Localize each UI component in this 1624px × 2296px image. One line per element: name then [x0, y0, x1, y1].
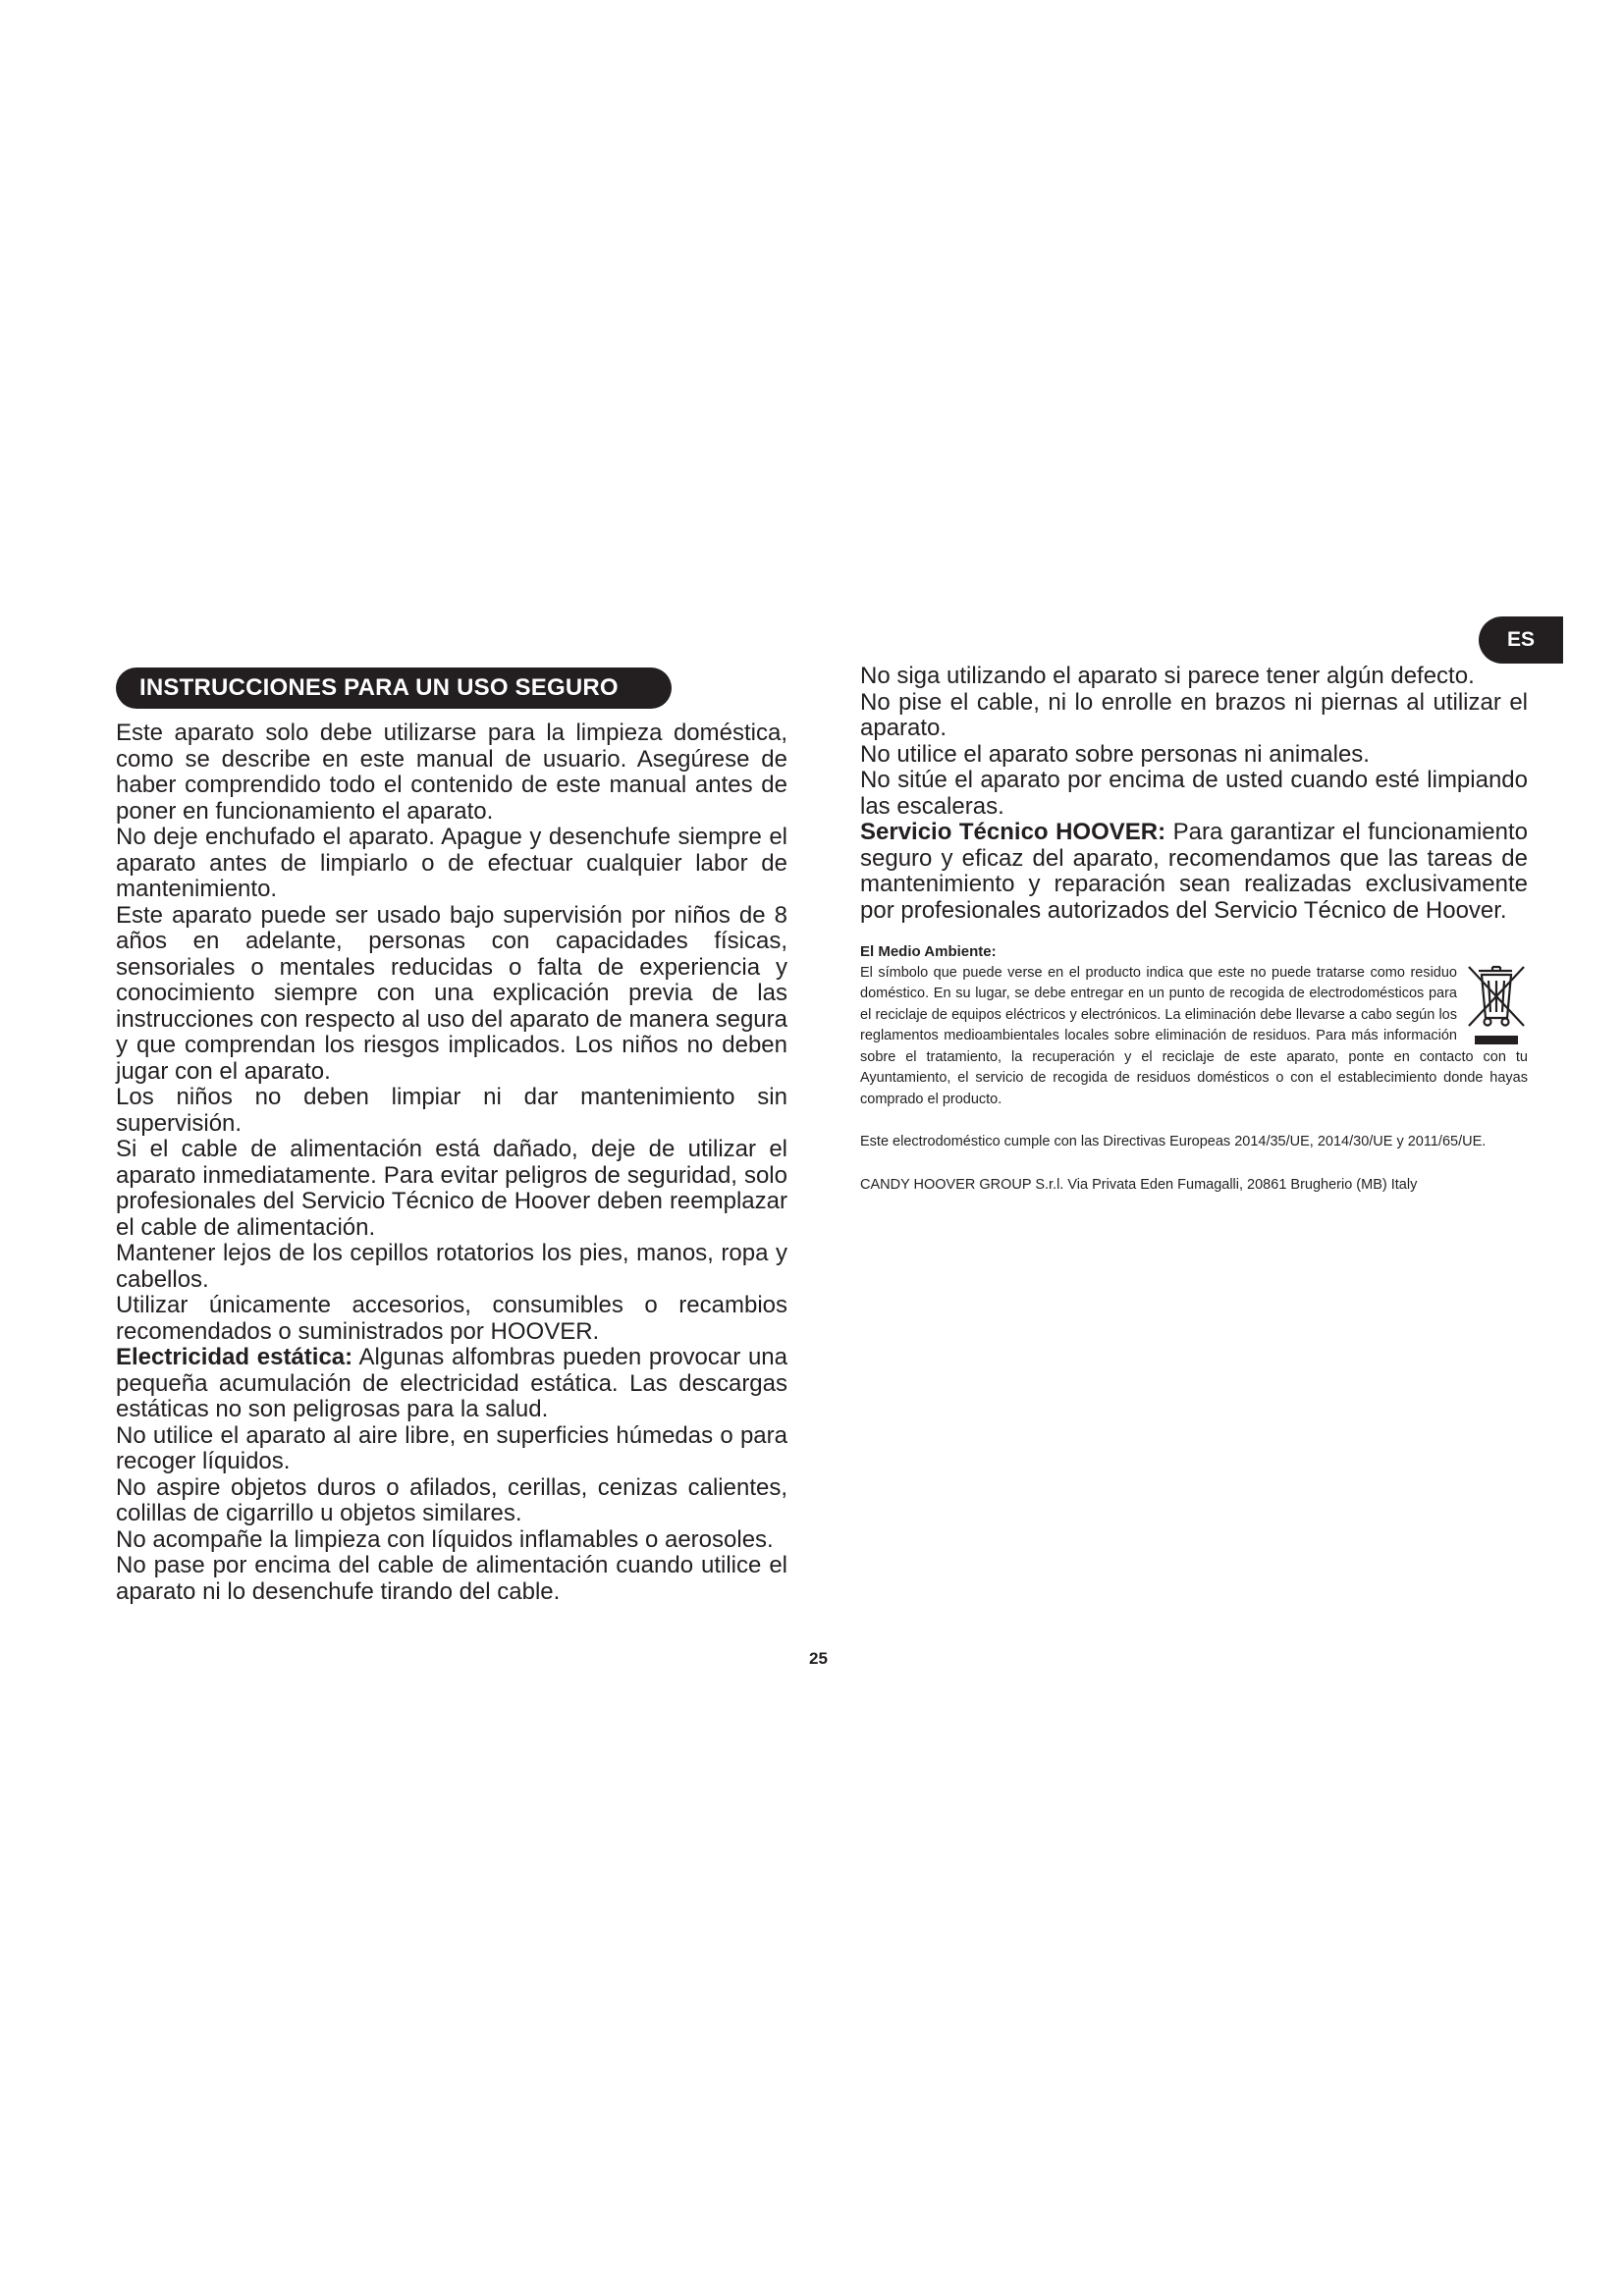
- static-electricity-label: Electricidad estática:: [116, 1344, 353, 1370]
- paragraph-people-animals: No utilice el aparato sobre personas ni animales.: [860, 740, 1370, 768]
- weee-crossed-bin-icon: [1465, 963, 1528, 1047]
- paragraph-damaged-cable: Si el cable de alimentación está dañado, deje de utilizar el aparato inmediatamente. Para evitar peligros de seguridad, solo profesionales del Servicio Técnico de Hoover deben reemplazar el cable de alimentación.: [116, 1136, 787, 1241]
- paragraph-static-electricity: [116, 1345, 787, 1423]
- left-column: [116, 721, 787, 1605]
- paragraph-outdoor: No utilice el aparato al aire libre, en superficies húmedas o para recoger líquidos.: [116, 1421, 787, 1474]
- paragraph-unplug: No deje enchufado el aparato. Apague y desenchufe siempre el aparato antes de limpiarlo o de efectuar cualquier labor de mantenimiento.: [116, 824, 787, 902]
- language-badge: ES: [1479, 616, 1563, 664]
- paragraph-domestic-use: Este aparato solo debe utilizarse para la limpieza doméstica, como se describe en este manual de usuario. Asegúrese de haber comprendido todo el contenido de este manual antes de poner en funcionamiento el aparato.: [116, 720, 787, 825]
- paragraph-brushes: Mantener lejos de los cepillos rotatorios los pies, manos, ropa y cabellos.: [116, 1240, 787, 1293]
- static-electricity-text: Algunas alfombras pueden provocar una pequeña acumulación de electricidad estática. Las descargas estáticas no son peligrosas para la salud.: [116, 1344, 788, 1422]
- service-label: Servicio Técnico HOOVER:: [860, 819, 1166, 845]
- environment-text: El símbolo que puede verse en el producto indica que este no puede tratarse como residuo doméstico. En su lugar, se debe entregar en un punto de recogida de electrodomésticos para el reciclaje de equipos eléctricos y electrónicos. La eliminación debe llevarse a cabo según los reglamentos medioambientales locales sobre eliminación de residuos. Para más información sobre el tratamiento, la recuperación y el reciclaje de este aparato, ponte en contacto con tu Ayuntamiento, el servicio de recogida de residuos domésticos o con el establecimiento donde hayas comprado el producto.: [860, 964, 1528, 1107]
- paragraph-flammable: No acompañe la limpieza con líquidos inflamables o aerosoles.: [116, 1525, 774, 1553]
- directives-text: Este electrodoméstico cumple con las Directivas Europeas 2014/35/UE, 2014/30/UE y 2011/65/UE.: [860, 1134, 1487, 1149]
- paragraph-cable: No pase por encima del cable de alimentación cuando utilice el aparato ni lo desenchufe tirando del cable.: [116, 1552, 787, 1605]
- paragraph-service: [860, 820, 1528, 924]
- paragraph-children-cleaning: Los niños no deben limpiar ni dar mantenimiento sin supervisión.: [116, 1084, 787, 1137]
- page-number: 25: [809, 1649, 828, 1668]
- environment-block: [860, 963, 1528, 1111]
- paragraph-stairs: No sitúe el aparato por encima de usted cuando esté limpiando las escaleras.: [860, 767, 1528, 820]
- environment-title: El Medio Ambiente:: [860, 943, 997, 960]
- paragraph-step-cable: No pise el cable, ni lo enrolle en brazos ni piernas al utilizar el aparato.: [860, 688, 1528, 741]
- right-column: [860, 664, 1528, 1196]
- paragraph-accessories: Utilizar únicamente accesorios, consumibles o recambios recomendados o suministrados por HOOVER.: [116, 1292, 787, 1345]
- paragraph-hard-objects: No aspire objetos duros o afilados, cerillas, cenizas calientes, colillas de cigarrillo u objetos similares.: [116, 1473, 787, 1526]
- paragraph-defect: No siga utilizando el aparato si parece tener algún defecto.: [860, 663, 1475, 689]
- service-text: Para garantizar el funcionamiento seguro y eficaz del aparato, recomendamos que las tareas de mantenimiento y reparación sean realizadas exclusivamente por profesionales autorizados del Servicio Técnico de Hoover.: [860, 819, 1529, 924]
- paragraph-children-supervision: Este aparato puede ser usado bajo supervisión por niños de 8 años en adelante, personas con capacidades físicas, sensoriales o mentales reducidas o falta de experiencia y conocimiento siempre con una explicación previa de las instrucciones con respecto al uso del aparato de manera segura y que comprendan los riesgos implicados. Los niños no deben jugar con el aparato.: [116, 901, 787, 1085]
- section-title: INSTRUCCIONES PARA UN USO SEGURO: [116, 667, 672, 709]
- company-address: CANDY HOOVER GROUP S.r.l. Via Privata Eden Fumagalli, 20861 Brugherio (MB) Italy: [860, 1176, 1418, 1193]
